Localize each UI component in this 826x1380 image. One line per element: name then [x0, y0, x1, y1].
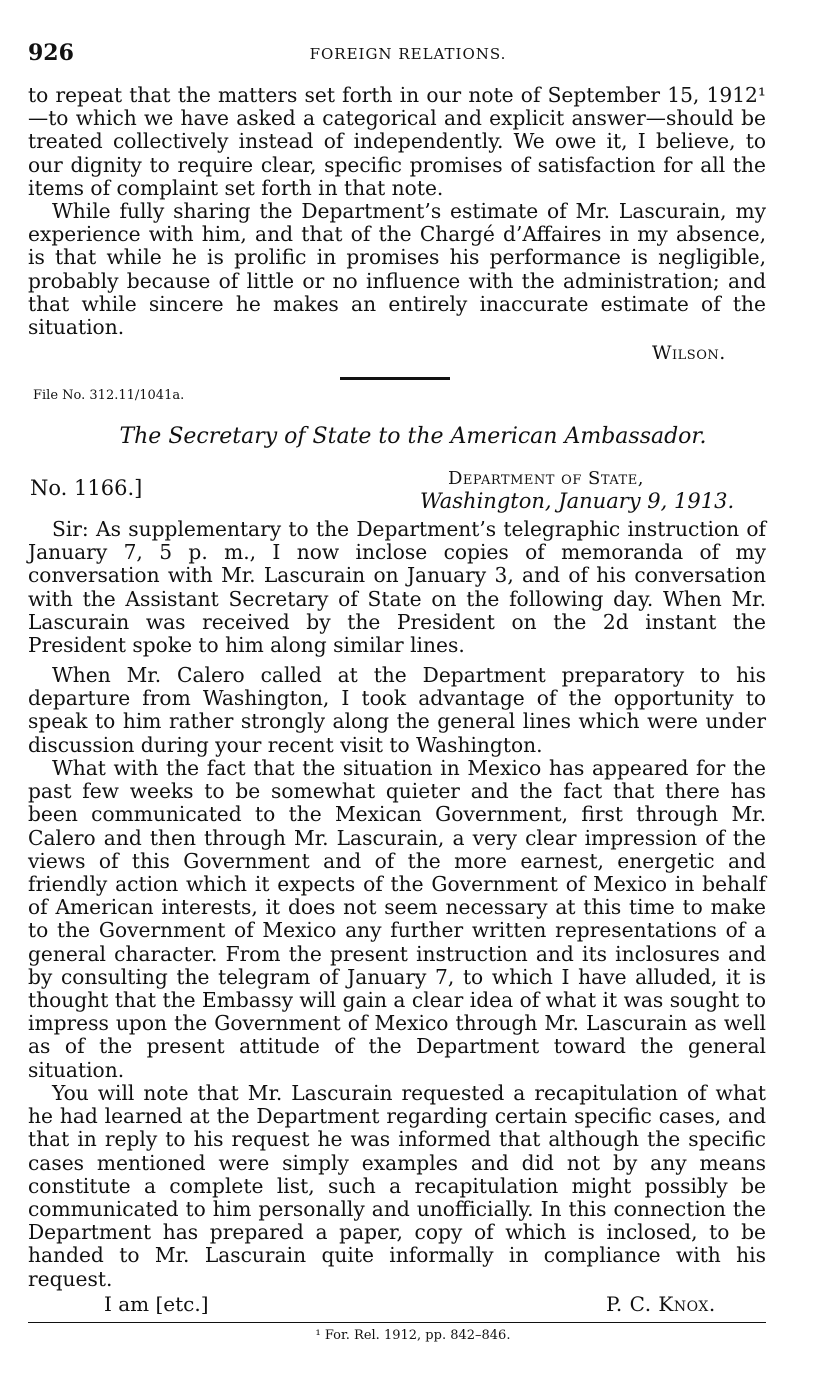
- letter2-paragraph-1: Sir: As supplementary to the Department’s telegraphic instruction of January 7, 5 p. m., I now inclose copies of memoranda of my conversation with Mr. Lascurain on January 3, and of his conversation with the Assistant Secretary of State on the following day. When Mr. Lascurain was received by the President on the 2d instant the President spoke to him along similar lines.: [28, 517, 766, 658]
- running-head: FOREIGN RELATIONS.: [309, 45, 507, 63]
- document-number: No. 1166.]: [30, 476, 143, 500]
- document-heading: The Secretary of State to the American Ambassador.: [119, 424, 707, 449]
- letter2-paragraph-2: When Mr. Calero called at the Department preparatory to his departure from Washington, I took advantage of the opportunity to speak to him rather strongly along the general lines which were under discussion during your recent visit to Washington.: [28, 663, 766, 757]
- department-of-state: Department of State,: [448, 468, 644, 489]
- section-divider: [340, 377, 450, 380]
- closing: I am [etc.]: [104, 1292, 209, 1316]
- letter1-paragraph-2: While fully sharing the Department’s estimate of Mr. Lascurain, my experience with him, and that of the Chargé d’Affaires in my absence, is that while he is prolific in promises his performance is negligible, probably because of little or no influence with the administration; and that while sincere he makes an entirely inaccurate estimate of the situation.: [28, 199, 766, 340]
- footnote: ¹ For. Rel. 1912, pp. 842–846.: [315, 1328, 511, 1343]
- letter2-paragraph-3: What with the fact that the situation in Mexico has appeared for the past few weeks to be somewhat quieter and the fact that there has been communicated to the Mexican Government, first through Mr. Calero and then through Mr. Lascurain, a very clear impression of the views of this Government and of the more earnest, energetic and friendly action which it expects of the Government of Mexico in behalf of American interests, it does not seem necessary at this time to make to the Government of Mexico any further written representations of a general character. From the present instruction and its inclosures and by consulting the telegram of January 7, to which I have alluded, it is thought that the Embassy will gain a clear idea of what it was sought to impress upon the Government of Mexico through Mr. Lascurain as well as of the present attitude of the Department toward the general situation.: [28, 756, 766, 1082]
- file-number: File No. 312.11/1041a.: [33, 388, 185, 403]
- signature-wilson: Wilson.: [652, 342, 726, 364]
- letter1-paragraph-1: to repeat that the matters set forth in our note of September 15, 1912¹—to which we have asked a categorical and explicit answer—should be treated collectively instead of independently. We owe it, I believe, to our dignity to require clear, specific promises of satisfaction for all the items of complaint set forth in that note.: [28, 83, 766, 200]
- page-header: [28, 40, 788, 70]
- page-number: 926: [28, 40, 74, 66]
- letter2-paragraph-4: You will note that Mr. Lascurain requested a recapitulation of what he had learned at the Department regarding certain specific cases, and that in reply to his request he was informed that although the specific cases mentioned were simply examples and did not by any means constitute a complete list, such a recapitulation might possibly be communicated to him personally and unofficially. In this connection the Department has prepared a paper, copy of which is inclosed, to be handed to Mr. Lascurain quite informally in compliance with his request.: [28, 1081, 766, 1291]
- signature-knox: P. C. Knox.: [606, 1292, 716, 1316]
- footnote-rule: [28, 1322, 766, 1323]
- dateline: Washington, January 9, 1913.: [420, 489, 735, 513]
